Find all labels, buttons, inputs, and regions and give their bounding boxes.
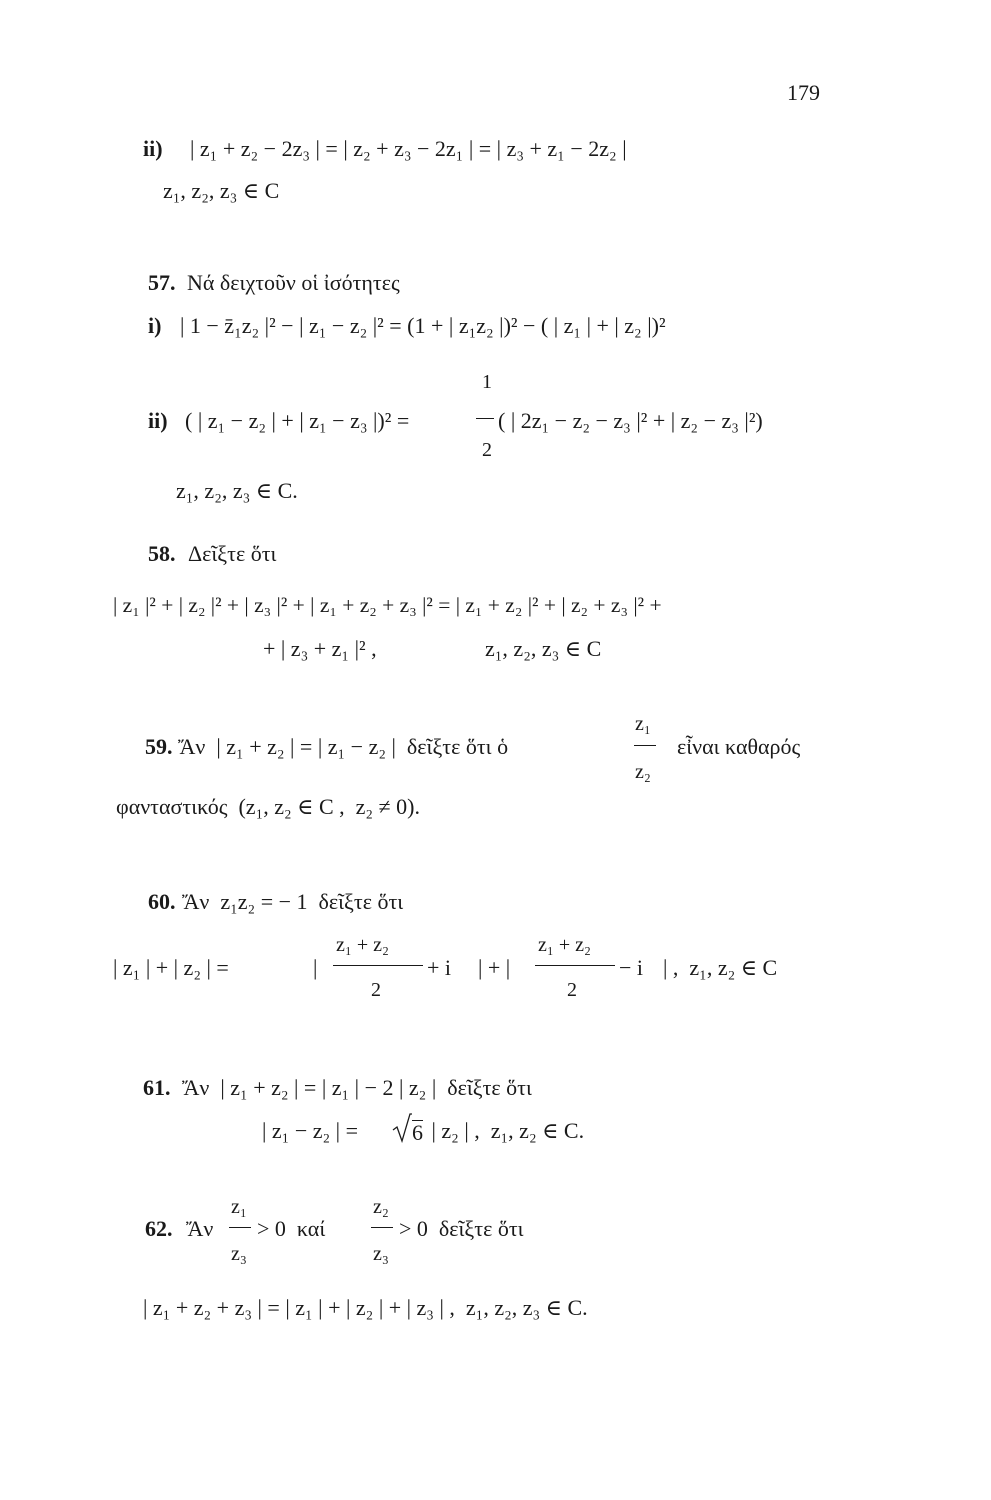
page-number: 179 bbox=[787, 80, 820, 105]
ex62-frac1-numerator: z₁ bbox=[231, 1196, 247, 1218]
ex59-line2: φανταστικός (z₁, z₂ ∈ C , z₂ ≠ 0). bbox=[116, 794, 420, 819]
ex58-line1: | z₁ |² + | z₂ |² + | z₃ |² + | z₁ + z₂ + z₃ |² = | z₁ + z₂ |² + | z₂ + z₃ |² + bbox=[113, 593, 662, 617]
ex62-an: Ἄν bbox=[186, 1216, 214, 1241]
ex56-ii-label: ii) bbox=[143, 136, 163, 161]
ex59-frac-denominator: z₂ bbox=[635, 761, 651, 783]
ex59-frac-numerator: z₁ bbox=[635, 713, 651, 735]
ex57-ii-right: ( | 2z₁ − z₂ − z₃ |² + | z₂ − z₃ |²) bbox=[498, 408, 763, 433]
ex62-line2: | z₁ + z₂ + z₃ | = | z₁ | + | z₂ | + | z₃ | , z₁, z₂, z₃ ∈ C. bbox=[143, 1295, 588, 1320]
ex60-text1: Ἄν z₁z₂ = − 1 δεῖξτε ὅτι bbox=[182, 889, 404, 914]
ex58-number: 58. bbox=[148, 541, 176, 566]
ex60-minus-i: − i bbox=[619, 955, 644, 980]
ex57-ii-label: ii) bbox=[148, 408, 168, 433]
ex57-i-label: i) bbox=[148, 313, 162, 338]
ex61-text1: Ἄν | z₁ + z₂ | = | z₁ | − 2 | z₂ | δεῖξτε ὅτι bbox=[182, 1075, 532, 1100]
ex57-ii-left: ( | z₁ − z₂ | + | z₁ − z₃ |)² = bbox=[185, 408, 415, 433]
ex59-text2: εἶναι καθαρός bbox=[677, 734, 801, 759]
ex58-line2: + | z₃ + z₁ |² , bbox=[263, 636, 377, 661]
ex60-fraction-bar-1 bbox=[333, 965, 423, 966]
ex59-fraction-bar bbox=[634, 745, 656, 746]
ex62-fraction-bar-2 bbox=[371, 1227, 393, 1228]
ex62-gt1: > 0 καί bbox=[257, 1216, 326, 1241]
ex60-plus-i: + i bbox=[427, 955, 452, 980]
ex61-line2-b: | z₂ | , z₁, z₂ ∈ C. bbox=[426, 1118, 585, 1143]
ex57-i-equation: | 1 − z̄₁z₂ |² − | z₁ − z₂ |² = (1 + | z₁z₂ |)² − ( | z₁ | + | z₂ |)² bbox=[180, 313, 666, 338]
ex56-ii-equation: | z₁ + z₂ − 2z₃ | = | z₂ + z₃ − 2z₁ | = | z₃ + z₁ − 2z₂ | bbox=[190, 136, 627, 161]
ex58-intro: Δεῖξτε ὅτι bbox=[188, 541, 277, 566]
ex59-text1: Ἄν | z₁ + z₂ | = | z₁ − z₂ | δεῖξτε ὅτι ὁ bbox=[178, 734, 509, 759]
ex58-domain: z₁, z₂, z₃ ∈ C bbox=[485, 636, 602, 661]
ex61-number: 61. bbox=[143, 1075, 171, 1100]
ex60-abs-bar-left: | bbox=[313, 955, 318, 980]
ex62-number: 62. bbox=[145, 1216, 173, 1241]
ex60-frac1-numerator: z₁ + z₂ bbox=[336, 934, 389, 956]
ex62-frac2-denominator: z₃ bbox=[373, 1243, 389, 1265]
ex62-frac1-denominator: z₃ bbox=[231, 1243, 247, 1265]
ex59-number: 59. bbox=[145, 734, 173, 759]
ex60-end: | , z₁, z₂ ∈ C bbox=[663, 955, 778, 980]
ex57-number: 57. bbox=[148, 270, 176, 295]
ex62-fraction-bar-1 bbox=[229, 1227, 251, 1228]
ex62-gt2: > 0 δεῖξτε ὅτι bbox=[399, 1216, 524, 1241]
ex60-lhs: | z₁ | + | z₂ | = bbox=[113, 955, 229, 980]
ex57-ii-frac-denominator: 2 bbox=[482, 439, 492, 461]
ex60-frac2-numerator: z₁ + z₂ bbox=[538, 934, 591, 956]
ex57-ii-fraction-bar bbox=[476, 418, 494, 419]
ex60-mid: | + | bbox=[478, 955, 511, 980]
ex57-intro: Νά δειχτοῦν οἱ ἰσότητες bbox=[187, 270, 400, 295]
ex60-frac1-denominator: 2 bbox=[371, 979, 381, 1001]
ex60-number: 60. bbox=[148, 889, 176, 914]
ex61-line2-a: | z₁ − z₂ | = bbox=[262, 1118, 364, 1143]
ex62-frac2-numerator: z₂ bbox=[373, 1196, 389, 1218]
ex60-frac2-denominator: 2 bbox=[567, 979, 577, 1001]
ex57-domain: z₁, z₂, z₃ ∈ C. bbox=[176, 478, 298, 503]
ex57-ii-frac-numerator: 1 bbox=[482, 371, 492, 393]
ex61-sqrt-argument: 6 bbox=[412, 1120, 423, 1145]
ex56-domain: z₁, z₂, z₃ ∈ C bbox=[163, 178, 280, 203]
sqrt-icon bbox=[392, 1113, 412, 1143]
ex60-fraction-bar-2 bbox=[535, 965, 615, 966]
